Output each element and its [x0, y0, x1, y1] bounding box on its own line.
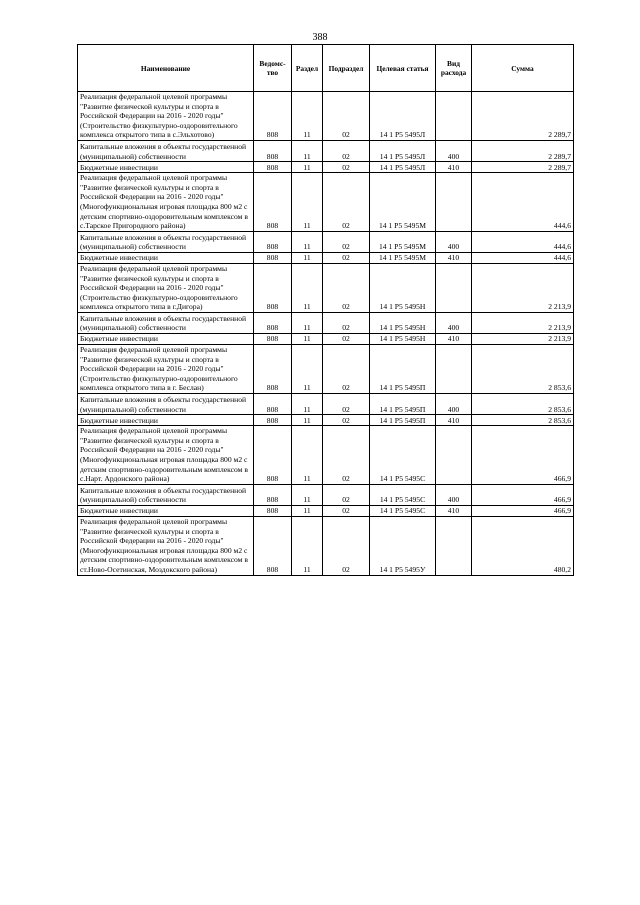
row-vid: 400 [436, 484, 472, 505]
header-summa: Сумма [472, 45, 574, 92]
row-ved: 808 [254, 252, 292, 263]
row-summa: 444,6 [472, 252, 574, 263]
row-vid: 400 [436, 231, 472, 252]
row-name: Капитальные вложения в объекты государственной (муниципальной) собственности [78, 312, 254, 333]
header-vid: Вид расхода [436, 45, 472, 92]
row-ved: 808 [254, 140, 292, 161]
row-ved: 808 [254, 162, 292, 173]
row-vid [436, 345, 472, 394]
row-summa: 2 289,7 [472, 92, 574, 141]
row-podrazdel: 02 [323, 173, 370, 232]
row-ved: 808 [254, 92, 292, 141]
table-row [78, 173, 574, 232]
row-celevaya: 14 1 P5 5495Н [370, 334, 436, 345]
row-vid: 400 [436, 312, 472, 333]
row-vid: 410 [436, 334, 472, 345]
header-name: Наименование [78, 45, 254, 92]
row-ved: 808 [254, 312, 292, 333]
table-row [78, 92, 574, 141]
row-podrazdel: 02 [323, 345, 370, 394]
row-name: Реализация федеральной целевой программы "Развитие физической культуры и спорта в Российской Федерации на 2016 - 2020 годы"(Многофункциональная игровая площадка 800 м2 с детским спортивно-оздоровительным комплексом в с.Нарт. Ардонского района) [78, 426, 254, 485]
row-celevaya: 14 1 P5 5495П [370, 415, 436, 426]
row-ved: 808 [254, 484, 292, 505]
row-razdel: 11 [292, 505, 323, 516]
row-celevaya: 14 1 P5 5495С [370, 484, 436, 505]
table-row [78, 394, 574, 415]
table-row [78, 231, 574, 252]
row-podrazdel: 02 [323, 252, 370, 263]
row-ved: 808 [254, 415, 292, 426]
row-razdel: 11 [292, 312, 323, 333]
row-razdel: 11 [292, 140, 323, 161]
row-name: Бюджетные инвестиции [78, 162, 254, 173]
row-celevaya: 14 1 P5 5495Л [370, 140, 436, 161]
row-summa: 2 853,6 [472, 415, 574, 426]
row-summa: 466,9 [472, 426, 574, 485]
table-row [78, 484, 574, 505]
row-name: Капитальные вложения в объекты государственной (муниципальной) собственности [78, 140, 254, 161]
row-ved: 808 [254, 231, 292, 252]
table-row [78, 334, 574, 345]
table-row [78, 162, 574, 173]
row-celevaya: 14 1 P5 5495П [370, 394, 436, 415]
header-celevaya: Целевая статья [370, 45, 436, 92]
row-celevaya: 14 1 P5 5495Н [370, 263, 436, 312]
row-summa: 444,6 [472, 173, 574, 232]
row-razdel: 11 [292, 162, 323, 173]
row-name: Капитальные вложения в объекты государственной (муниципальной) собственности [78, 394, 254, 415]
row-vid: 400 [436, 140, 472, 161]
row-podrazdel: 02 [323, 140, 370, 161]
row-razdel: 11 [292, 345, 323, 394]
row-summa: 444,6 [472, 231, 574, 252]
table-body [78, 92, 574, 576]
row-podrazdel: 02 [323, 484, 370, 505]
page-number: 388 [312, 32, 328, 43]
row-celevaya: 14 1 P5 5495У [370, 516, 436, 575]
table-row [78, 415, 574, 426]
row-vid [436, 92, 472, 141]
row-podrazdel: 02 [323, 505, 370, 516]
row-vid: 410 [436, 162, 472, 173]
row-razdel: 11 [292, 426, 323, 485]
row-summa: 466,9 [472, 484, 574, 505]
row-ved: 808 [254, 345, 292, 394]
table-row [78, 426, 574, 485]
row-razdel: 11 [292, 334, 323, 345]
row-podrazdel: 02 [323, 263, 370, 312]
row-name: Бюджетные инвестиции [78, 415, 254, 426]
row-vid: 410 [436, 252, 472, 263]
table-row [78, 345, 574, 394]
row-celevaya: 14 1 P5 5495Л [370, 162, 436, 173]
row-podrazdel: 02 [323, 516, 370, 575]
row-ved: 808 [254, 263, 292, 312]
row-podrazdel: 02 [323, 394, 370, 415]
row-name: Реализация федеральной целевой программы "Развитие физической культуры и спорта в Российской Федерации на 2016 - 2020 годы"(Строительство физкультурно-оздоровительного комплекса открытого типа в с.Эльхотово) [78, 92, 254, 141]
row-podrazdel: 02 [323, 426, 370, 485]
table-row [78, 312, 574, 333]
table-row [78, 505, 574, 516]
row-ved: 808 [254, 394, 292, 415]
row-celevaya: 14 1 P5 5495П [370, 345, 436, 394]
row-vid [436, 173, 472, 232]
row-name: Реализация федеральной целевой программы "Развитие физической культуры и спорта в Российской Федерации на 2016 - 2020 годы"(Многофункциональная игровая площадка 800 м2 с детским спортивно-оздоровительным комплексом в ст.Ново-Осетинская, Моздокского района) [78, 516, 254, 575]
row-summa: 2 853,6 [472, 394, 574, 415]
row-celevaya: 14 1 P5 5495Л [370, 92, 436, 141]
row-ved: 808 [254, 516, 292, 575]
row-summa: 2 289,7 [472, 162, 574, 173]
row-name: Капитальные вложения в объекты государственной (муниципальной) собственности [78, 484, 254, 505]
row-razdel: 11 [292, 263, 323, 312]
row-summa: 2 289,7 [472, 140, 574, 161]
table-row [78, 252, 574, 263]
row-summa: 466,9 [472, 505, 574, 516]
row-celevaya: 14 1 P5 5495М [370, 252, 436, 263]
header-vedomstvo: Ведомс-тво [254, 45, 292, 92]
row-celevaya: 14 1 P5 5495М [370, 231, 436, 252]
row-vid: 410 [436, 415, 472, 426]
row-name: Бюджетные инвестиции [78, 252, 254, 263]
row-podrazdel: 02 [323, 231, 370, 252]
row-razdel: 11 [292, 252, 323, 263]
row-name: Реализация федеральной целевой программы "Развитие физической культуры и спорта в Российской Федерации на 2016 - 2020 годы"(Строительство физкультурно-оздоровительного комплекса открытого типа в г. Беслан) [78, 345, 254, 394]
row-ved: 808 [254, 334, 292, 345]
row-podrazdel: 02 [323, 415, 370, 426]
row-razdel: 11 [292, 173, 323, 232]
row-razdel: 11 [292, 484, 323, 505]
row-razdel: 11 [292, 415, 323, 426]
budget-table [77, 44, 574, 576]
row-vid [436, 263, 472, 312]
row-name: Капитальные вложения в объекты государственной (муниципальной) собственности [78, 231, 254, 252]
row-vid: 410 [436, 505, 472, 516]
row-vid: 400 [436, 394, 472, 415]
row-podrazdel: 02 [323, 162, 370, 173]
row-razdel: 11 [292, 394, 323, 415]
row-name: Реализация федеральной целевой программы "Развитие физической культуры и спорта в Российской Федерации на 2016 - 2020 годы"(Многофункциональная игровая площадка 800 м2 с детским спортивно-оздоровительным комплексом в с.Тарское Пригородного района) [78, 173, 254, 232]
table-row [78, 263, 574, 312]
row-name: Бюджетные инвестиции [78, 334, 254, 345]
row-razdel: 11 [292, 92, 323, 141]
row-razdel: 11 [292, 231, 323, 252]
row-ved: 808 [254, 173, 292, 232]
row-celevaya: 14 1 P5 5495М [370, 173, 436, 232]
row-podrazdel: 02 [323, 334, 370, 345]
row-summa: 480,2 [472, 516, 574, 575]
header-razdel: Раздел [292, 45, 323, 92]
table-header-row [78, 45, 574, 92]
row-razdel: 11 [292, 516, 323, 575]
table-row [78, 516, 574, 575]
row-podrazdel: 02 [323, 312, 370, 333]
row-vid [436, 426, 472, 485]
row-celevaya: 14 1 P5 5495Н [370, 312, 436, 333]
header-podrazdel: Подраздел [323, 45, 370, 92]
row-name: Реализация федеральной целевой программы "Развитие физической культуры и спорта в Российской Федерации на 2016 - 2020 годы"(Строительство физкультурно-оздоровительного комплекса открытого типа в г.Дигора) [78, 263, 254, 312]
row-name: Бюджетные инвестиции [78, 505, 254, 516]
table-row [78, 140, 574, 161]
row-celevaya: 14 1 P5 5495С [370, 505, 436, 516]
row-ved: 808 [254, 426, 292, 485]
row-summa: 2 853,6 [472, 345, 574, 394]
row-vid [436, 516, 472, 575]
row-summa: 2 213,9 [472, 312, 574, 333]
row-podrazdel: 02 [323, 92, 370, 141]
row-summa: 2 213,9 [472, 334, 574, 345]
row-ved: 808 [254, 505, 292, 516]
row-summa: 2 213,9 [472, 263, 574, 312]
row-celevaya: 14 1 P5 5495С [370, 426, 436, 485]
